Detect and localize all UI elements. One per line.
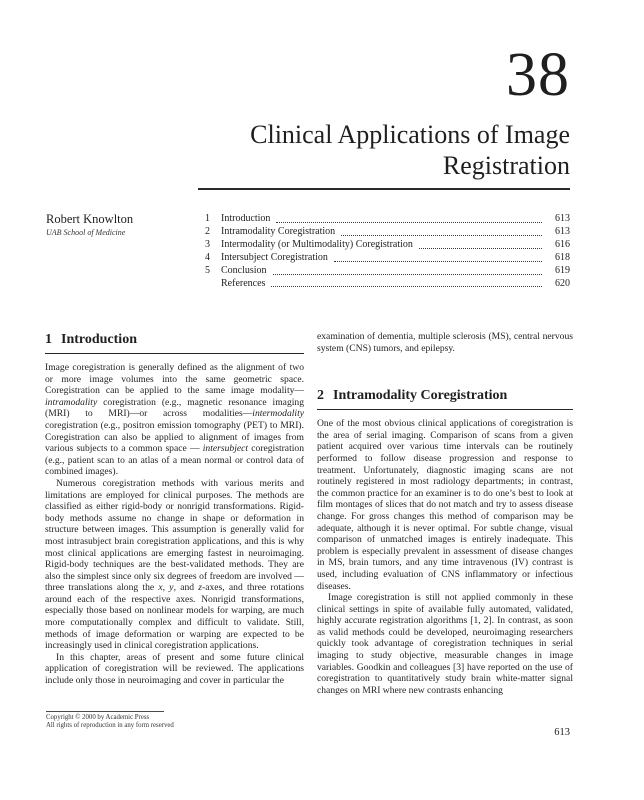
toc-item-page: 619 — [555, 264, 570, 276]
left-column — [45, 331, 304, 687]
right-column — [317, 331, 573, 696]
toc-item-label: Introduction — [221, 213, 271, 224]
section-1-title: Introduction — [61, 332, 137, 347]
toc-item-label: References — [221, 277, 266, 289]
toc-item-page: 620 — [555, 277, 570, 289]
toc-item-number: 5 — [205, 264, 210, 276]
chapter-title-line-1: Clinical Applications of Image — [250, 120, 570, 149]
toc-dotted-leader — [271, 286, 542, 287]
toc-dotted-leader — [334, 261, 542, 262]
toc-item-number: 1 — [205, 213, 210, 224]
copyright-line-1: Copyright © 2000 by Academic Press — [46, 714, 150, 721]
toc-row — [205, 226, 570, 239]
intro-continuation-paragraph: examination of dementia, multiple sclerosis (MS), central nervous system (CNS) tumors, and epilepsy. — [317, 331, 573, 354]
toc-row — [205, 252, 570, 265]
toc-item-page: 616 — [555, 238, 570, 250]
toc-item-label: Conclusion — [221, 264, 267, 276]
chapter-number: 38 — [506, 41, 570, 109]
section-2-number: 2 — [317, 388, 324, 404]
intro-paragraph-2: Numerous coregistration methods with various merits and limitations are employed for clinical purposes. The methods are classified as either rigid-body or nonrigid transformations. Rigid-body methods assume no change in shape or deformation in structure between images. This assumption is generally valid for most intrasubject brain coregistration applications, and this is why most clinical applications are emerging fastest in neuroimaging. Rigid-body techniques are the best-validated methods. They are also the simplest since only six degrees of freedom are involved — three translations along the x, y, and z-axes, and three rotations around each of the respective axes. Nonrigid transformations, especially those based on nonlinear models for warping, are much more computationally complex and difficult to validate. Still, methods of image deformation or warping are expected to be increasingly used in clinical coregistration applications. — [45, 477, 304, 652]
toc-dotted-leader — [273, 274, 542, 275]
toc-dotted-leader — [419, 248, 542, 249]
toc-item-page: 613 — [555, 213, 570, 224]
intro-paragraph-1: Image coregistration is generally defined as the alignment of two or more image volumes into the same geometric space. Coregistration can be applied to the same image modality—intramodality coregistration (e.g., magnetic resonance imaging (MRI) to MRI)—or across modalities—intermodality coregistration (e.g., positron emission tomography (PET) to MRI). Coregistration can also be applied to alignment of images from various subjects to a common space — intersubject coregistration (e.g., patient scan to an atlas of a mean normal or control data of combined images). — [45, 362, 304, 478]
toc-item-label: Intermodality (or Multimodality) Coregistration — [221, 238, 413, 250]
section-1-number: 1 — [45, 332, 52, 347]
table-of-contents — [205, 213, 570, 290]
toc-item-number: 3 — [205, 238, 210, 250]
toc-item-label: Intramodality Coregistration — [221, 225, 336, 237]
toc-dotted-leader — [276, 222, 542, 223]
author-name: Robert Knowlton — [46, 212, 134, 226]
chapter-title — [250, 119, 570, 181]
toc-item-number: 4 — [205, 251, 210, 263]
section-2-title: Intramodality Coregistration — [333, 388, 508, 404]
toc-row — [205, 239, 570, 252]
section-1-heading — [45, 331, 304, 354]
toc-row — [205, 213, 570, 226]
title-rule — [198, 188, 570, 190]
chapter-title-line-2: Registration — [442, 151, 570, 180]
section-2-paragraph-2: Image coregistration is still not applied commonly in these clinical settings in spite of available fully automated, validated, highly accurate registration algorithms [1, 2]. In contrast, as soon as valid methods could be developed, neuroimaging researchers quickly took advantage of coregistration techniques in serial imaging to study objective, measurable changes in image variables. Goodkin and colleagues [3] have reported on the use of coregistration to quantitatively study brain white-matter signal changes on MRI where new contrasts enhancing — [317, 592, 573, 696]
toc-dotted-leader — [341, 235, 542, 236]
toc-row — [205, 265, 570, 278]
toc-item-label: Intersubject Coregistration — [221, 251, 328, 263]
toc-item-number — [205, 278, 221, 291]
toc-item-page: 613 — [555, 225, 570, 237]
footer-rule — [46, 711, 164, 712]
intro-paragraph-3: In this chapter, areas of present and some future clinical application of coregistration will be reviewed. The applications include only those in neuroimaging and cover in particular the — [45, 651, 304, 687]
section-2-heading — [317, 387, 573, 410]
toc-item-number: 2 — [205, 225, 210, 237]
section-2-paragraph-1: One of the most obvious clinical applications of coregistration is the area of serial imaging. Comparison of scans from a given patient acquired over various time intervals can be routinely performed to follow disease progression and response to treatment. Unfortunately, diagnostic imaging scans are not routinely registered in most radiology departments; in contrast, the common practice for an examiner is to do one’s best to look at film montages of slices that do not match and try to assess disease change. For gross changes this method of comparison may be adequate, although it is never optimal. For subtle change, visual comparison of unmatched images is entirely inadequate. This problem is especially prevalent in assessment of disease changes in MS, brain tumors, and any time intravenous (IV) contrast is used, including evaluation of CNS inflammatory or infectious diseases. — [317, 418, 573, 592]
author-affiliation: UAB School of Medicine — [46, 228, 126, 237]
author-block — [46, 212, 196, 238]
copyright-block — [46, 714, 216, 731]
page-number: 613 — [554, 727, 570, 738]
toc-row — [205, 278, 570, 291]
copyright-line-2: All rights of reproduction in any form reserved — [46, 722, 174, 730]
toc-item-page: 618 — [555, 251, 570, 263]
